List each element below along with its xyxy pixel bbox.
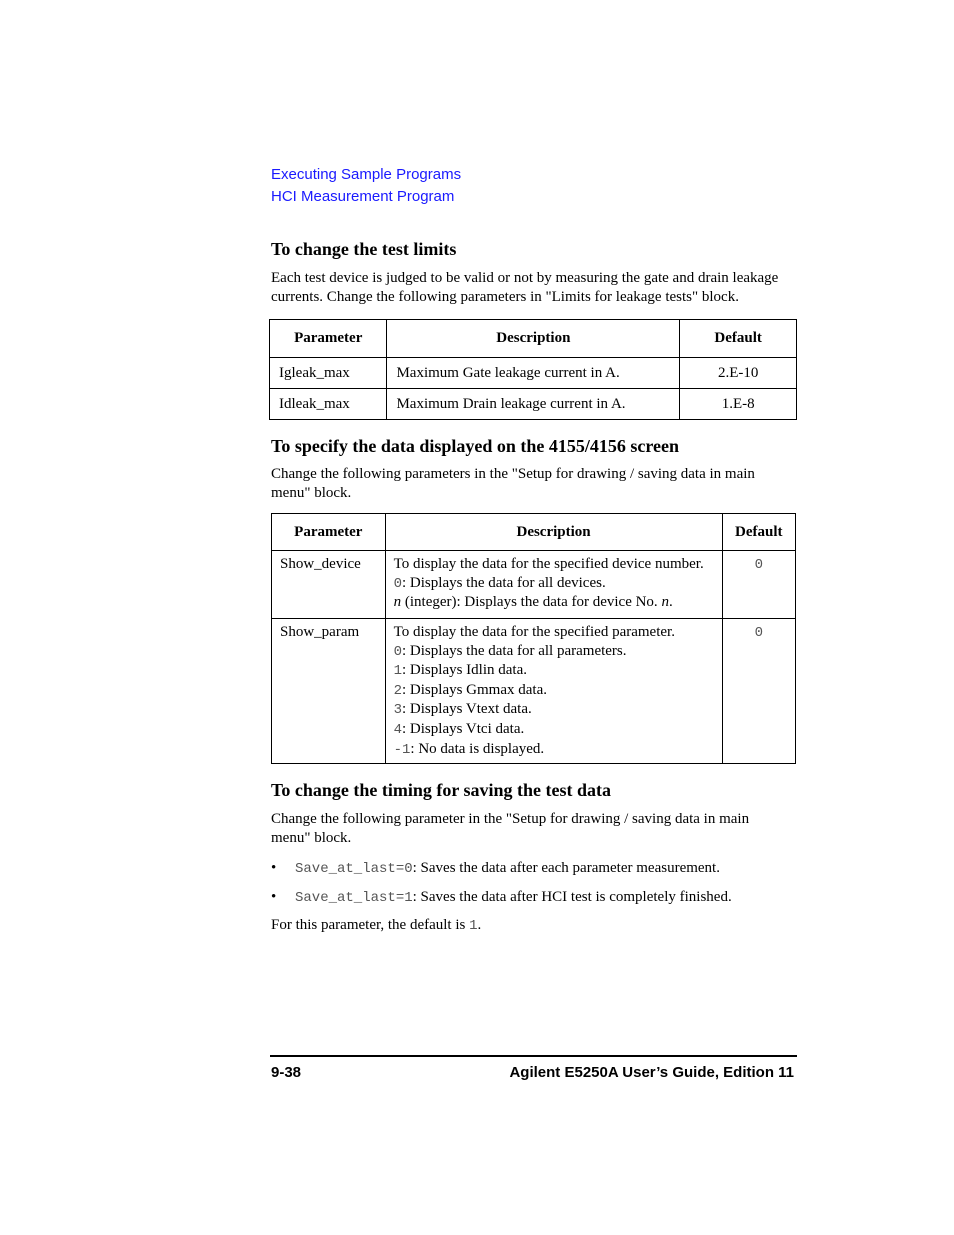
description-line xyxy=(394,681,714,701)
default-value: 0 xyxy=(754,557,763,573)
section-intro-save-timing xyxy=(271,810,811,848)
code-value: 1 xyxy=(469,918,478,934)
default-note-tail: . xyxy=(477,917,482,933)
description-line xyxy=(394,661,714,681)
description-text: . xyxy=(668,594,673,611)
list-item-text: : Saves the data after each parameter measurement. xyxy=(412,860,720,876)
description-text: : Displays the data for all parameters. xyxy=(402,642,627,659)
default-note xyxy=(271,916,481,936)
code-value: 0 xyxy=(393,575,403,592)
breadcrumb-section-link[interactable]: HCI Measurement Program xyxy=(271,188,455,205)
description-line xyxy=(394,642,714,662)
param-cell: Igleak_max xyxy=(270,358,387,389)
column-header-parameter: Parameter xyxy=(270,320,387,358)
footer-divider xyxy=(270,1055,797,1057)
code-value: 2 xyxy=(393,682,403,699)
breadcrumb-chapter-link[interactable]: Executing Sample Programs xyxy=(271,166,462,183)
page-number: 9-38 xyxy=(271,1064,302,1081)
section-intro-data-displayed xyxy=(271,465,811,503)
description-cell xyxy=(385,619,722,764)
code-value: 1 xyxy=(393,663,403,680)
guide-title: Agilent E5250A User’s Guide, Edition 11 xyxy=(509,1064,794,1081)
table-row xyxy=(270,389,797,420)
description-text: : Displays Idlin data. xyxy=(402,662,527,679)
column-header-parameter: Parameter xyxy=(272,514,386,551)
description-line xyxy=(394,593,714,612)
display-settings-table xyxy=(271,513,796,764)
intro-line: Change the following parameter in the "Setup for drawing / saving data in main xyxy=(271,811,750,827)
default-cell xyxy=(722,551,795,619)
param-cell: Show_device xyxy=(272,551,386,619)
description-text: : Displays Gmmax data. xyxy=(402,681,547,698)
code-value: -1 xyxy=(393,741,411,758)
table-row xyxy=(272,551,796,619)
code-value: Save_at_last=0 xyxy=(295,861,413,877)
intro-line: Change the following parameters in the "Setup for drawing / saving data in main xyxy=(271,466,755,482)
bullet-icon: • xyxy=(271,860,277,876)
save-options-list xyxy=(271,859,811,917)
description-line xyxy=(394,720,714,740)
param-cell: Show_param xyxy=(272,619,386,764)
description-text: : No data is displayed. xyxy=(410,740,545,757)
code-value: Save_at_last=1 xyxy=(295,890,413,906)
code-value: 4 xyxy=(393,721,403,738)
section-heading-test-limits: To change the test limits xyxy=(271,239,457,259)
column-header-description: Description xyxy=(385,514,722,551)
variable-n: n xyxy=(661,594,669,611)
bullet-icon: • xyxy=(271,889,277,905)
default-cell xyxy=(722,619,795,764)
default-value: 0 xyxy=(754,625,763,641)
table-row xyxy=(272,619,796,764)
section-intro-test-limits xyxy=(271,269,811,307)
list-item xyxy=(271,859,811,879)
description-line: To display the data for the specified parameter. xyxy=(393,624,675,640)
list-item-text: : Saves the data after HCI test is completely finished. xyxy=(412,889,732,905)
intro-line: menu" block. xyxy=(271,485,352,501)
description-cell xyxy=(385,551,722,619)
column-header-default: Default xyxy=(722,514,795,551)
list-item xyxy=(271,888,811,908)
intro-line: menu" block. xyxy=(271,830,352,846)
description-line: To display the data for the specified device number. xyxy=(393,556,704,572)
description-text: (integer): Displays the data for device No. xyxy=(401,594,662,611)
description-line xyxy=(394,700,714,720)
description-text: : Displays Vtci data. xyxy=(402,720,525,737)
description-text: : Displays Vtext data. xyxy=(402,701,532,718)
description-text: : Displays the data for all devices. xyxy=(402,574,606,591)
default-cell: 2.E-10 xyxy=(680,358,797,389)
description-line xyxy=(394,740,714,760)
default-note-text: For this parameter, the default is xyxy=(271,917,470,933)
variable-n: n xyxy=(393,594,402,611)
description-line xyxy=(394,574,714,594)
section-heading-data-displayed: To specify the data displayed on the 4155/4156 screen xyxy=(271,436,680,456)
intro-line: currents. Change the following parameters in "Limits for leakage tests" block. xyxy=(271,289,739,305)
default-cell: 1.E-8 xyxy=(680,389,797,420)
column-header-default: Default xyxy=(680,320,797,358)
table-row xyxy=(270,358,797,389)
section-heading-save-timing: To change the timing for saving the test data xyxy=(271,780,612,800)
column-header-description: Description xyxy=(387,320,680,358)
param-cell: Idleak_max xyxy=(270,389,387,420)
leakage-limits-table xyxy=(269,319,797,420)
code-value: 0 xyxy=(393,643,403,660)
description-cell: Maximum Drain leakage current in A. xyxy=(387,389,680,420)
description-cell: Maximum Gate leakage current in A. xyxy=(387,358,680,389)
intro-line: Each test device is judged to be valid or not by measuring the gate and drain leakage xyxy=(271,270,779,286)
code-value: 3 xyxy=(393,702,403,719)
